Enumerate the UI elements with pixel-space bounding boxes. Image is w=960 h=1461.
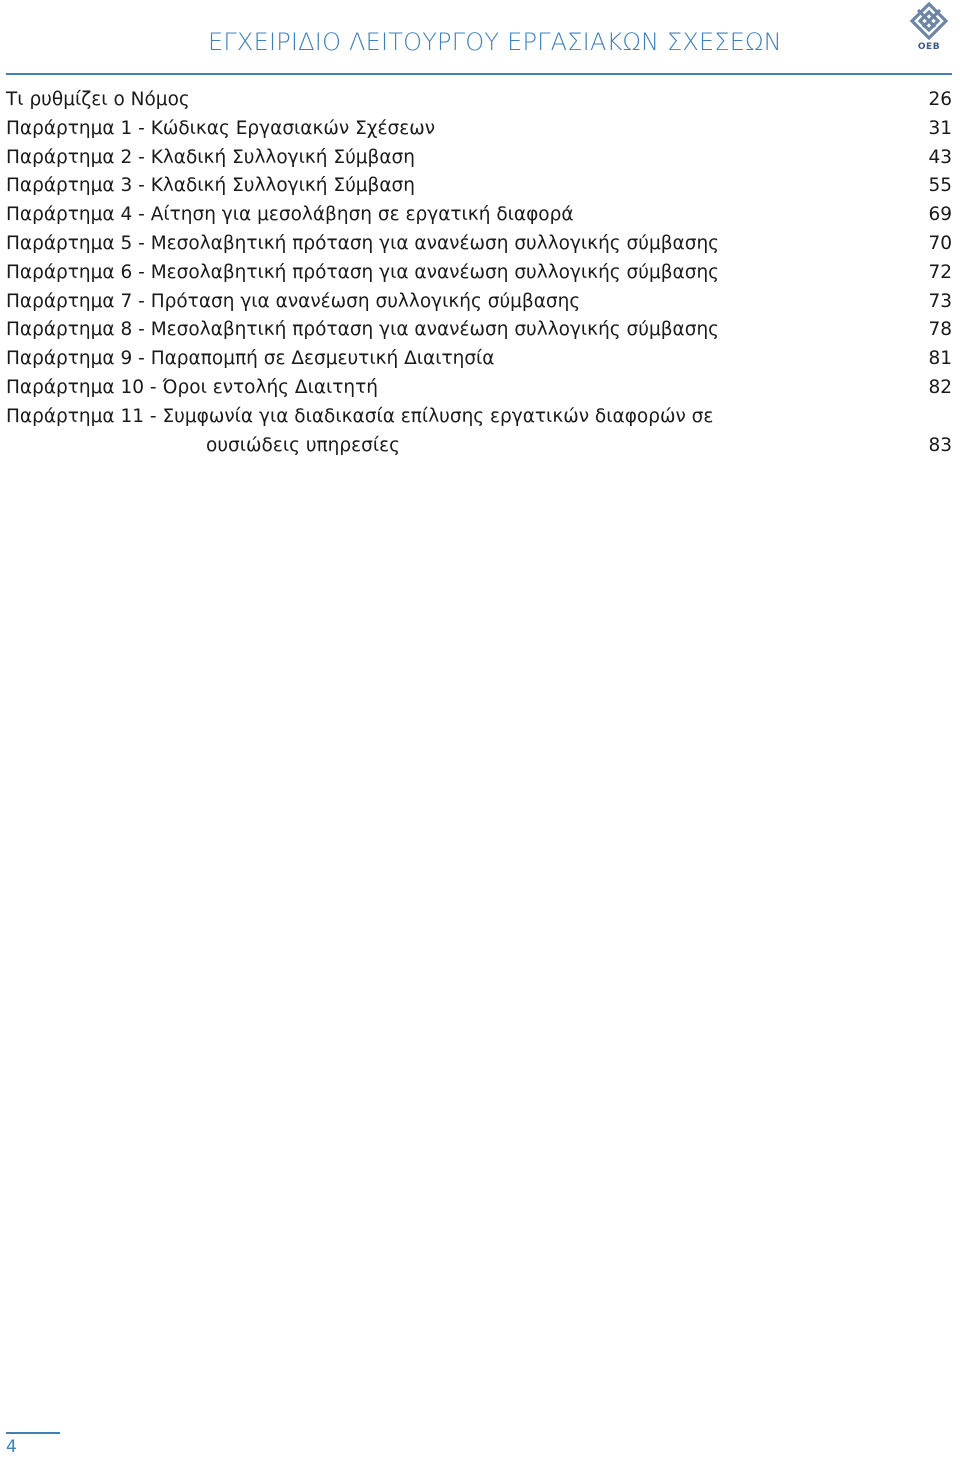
toc-entry[interactable]: [6, 345, 952, 374]
toc-entry-page: 81: [928, 348, 952, 370]
toc-entry-page: 82: [928, 376, 952, 398]
toc-entry-label: Παράρτημα 9 - Παραπομπή σε Δεσμευτική Διαιτησία: [6, 348, 495, 370]
document-title: ΕΓΧΕΙΡΙΔΙΟ ΛΕΙΤΟΥΡΓΟΥ ΕΡΓΑΣΙΑΚΩΝ ΣΧΕΣΕΩΝ: [208, 28, 782, 56]
toc-entry-label: Παράρτημα 10 - Όροι εντολής Διαιτητή: [6, 376, 379, 398]
toc-entry[interactable]: [6, 288, 952, 317]
toc-entry-label: Παράρτημα 1 - Κώδικας Εργασιακών Σχέσεων: [6, 117, 436, 139]
toc-entry-label: Παράρτημα 3 - Κλαδική Συλλογική Σύμβαση: [6, 175, 416, 197]
toc-entry-page: 78: [928, 319, 952, 341]
toc-entry-page: 70: [928, 232, 952, 254]
toc-entry-page: 83: [928, 434, 952, 456]
toc-entry[interactable]: [6, 259, 952, 288]
toc-entry[interactable]: [6, 144, 952, 173]
toc-entry[interactable]: [6, 115, 952, 144]
toc-entry[interactable]: [6, 230, 952, 259]
toc-entry-page: 69: [928, 204, 952, 226]
toc-entry-label-continuation: ουσιώδεις υπηρεσίες: [206, 434, 400, 456]
toc-entry[interactable]: [6, 403, 952, 432]
toc-entry-label: Παράρτημα 2 - Κλαδική Συλλογική Σύμβαση: [6, 146, 416, 168]
toc-entry[interactable]: [6, 374, 952, 403]
toc-entry-page: 72: [928, 261, 952, 283]
toc-entry-page: 31: [928, 117, 952, 139]
toc-entry[interactable]: [6, 316, 952, 345]
footer-divider: [6, 1432, 60, 1434]
toc-entry-label: Τι ρυθμίζει ο Νόμος: [6, 89, 190, 110]
toc-entry-page: 43: [928, 146, 952, 168]
toc-entry-label: Παράρτημα 11 - Συμφωνία για διαδικασία επίλυσης εργατικών διαφορών σε: [6, 405, 714, 427]
toc-entry-label: Παράρτημα 4 - Αίτηση για μεσολάβηση σε εργατική διαφορά: [6, 204, 574, 226]
header-divider: [6, 73, 952, 75]
page-number: 4: [6, 1437, 17, 1457]
toc-entry-label: Παράρτημα 7 - Πρόταση για ανανέωση συλλογικής σύμβασης: [6, 290, 581, 312]
toc-entry[interactable]: [6, 201, 952, 230]
toc-entry-page: 55: [928, 175, 952, 197]
toc-entry[interactable]: [6, 172, 952, 201]
table-of-contents: [6, 86, 952, 460]
toc-entry-page: 73: [928, 290, 952, 312]
toc-entry[interactable]: [6, 86, 952, 115]
toc-entry-label: Παράρτημα 6 - Μεσολαβητική πρόταση για ανανέωση συλλογικής σύμβασης: [6, 261, 720, 283]
toc-entry-label: Παράρτημα 5 - Μεσολαβητική πρόταση για ανανέωση συλλογικής σύμβασης: [6, 232, 720, 254]
toc-entry-continuation[interactable]: [6, 432, 952, 461]
logo-text: OEB: [917, 42, 941, 52]
toc-entry-page: 26: [928, 89, 952, 110]
toc-entry-label: Παράρτημα 8 - Μεσολαβητική πρόταση για ανανέωση συλλογικής σύμβασης: [6, 319, 720, 341]
